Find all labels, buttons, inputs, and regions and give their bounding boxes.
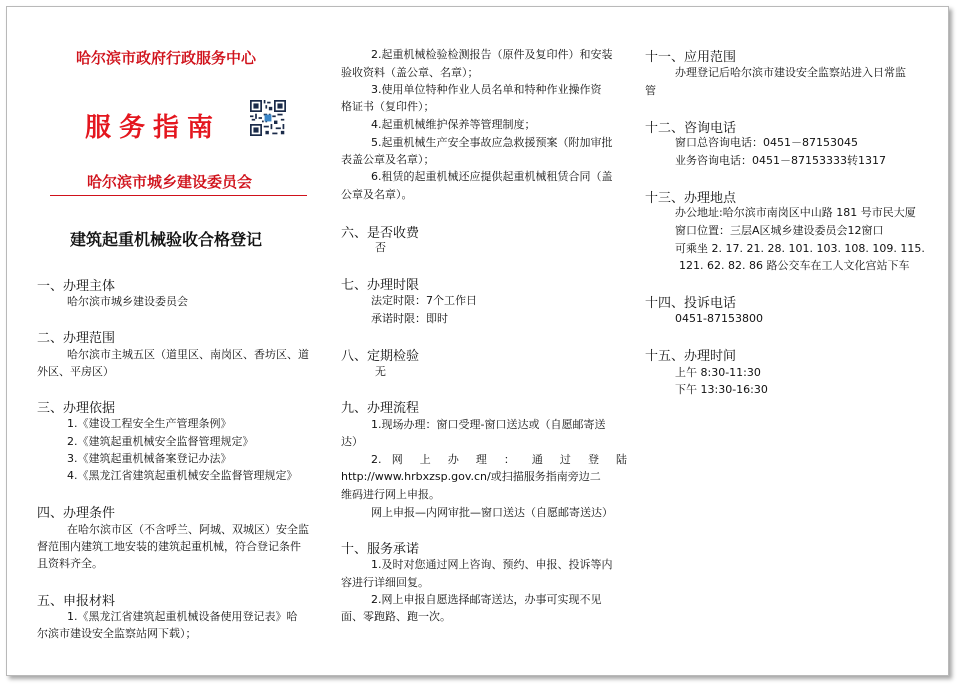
body-text-line: 格证书（复印件）； <box>341 100 435 113</box>
body-text-line: 表盖公章及名章）； <box>341 153 435 166</box>
section-heading: 十二、咨询电话 <box>645 121 737 136</box>
body-text-line: 1.《黑龙江省建筑起重机械设备使用登记表》哈 <box>67 610 298 623</box>
body-text-line: 在哈尔滨市区（不含呼兰、阿城、双城区）安全监 <box>67 523 309 536</box>
body-text-line: 窗口位置：三层A区城乡建设委员会12窗口 <box>675 224 884 237</box>
section-heading: 六、是否收费 <box>341 226 420 241</box>
body-text-line: 1.现场办理：窗口受理-窗口送达或（自愿邮寄送 <box>371 418 606 431</box>
body-text-line: 2.网上申报自愿选择邮寄送达，办事可实现不见 <box>371 593 602 606</box>
body-text-line: 下午 13:30-16:30 <box>675 383 768 396</box>
section-heading: 十四、投诉电话 <box>645 296 737 311</box>
section-heading: 十三、办理地点 <box>645 191 737 206</box>
body-text-line: 管 <box>645 84 656 97</box>
org-name-top: 哈尔滨市政府行政服务中心 <box>76 49 257 67</box>
body-text-line: 法定时限：7个工作日 <box>371 294 477 307</box>
body-text-line: 办公地址:哈尔滨市南岗区中山路 181 号市民大厦 <box>675 206 916 219</box>
document-page <box>6 6 949 676</box>
body-text-line: 3.使用单位特种作业人员名单和特种作业操作资 <box>371 83 602 96</box>
section-heading: 五、申报材料 <box>37 594 116 609</box>
body-text-line: 公章及名章）。 <box>341 188 413 201</box>
body-text-line: 哈尔滨市主城五区（道里区、南岗区、香坊区、道 <box>67 348 309 361</box>
header-divider <box>50 195 307 196</box>
body-text-line: 否 <box>375 241 386 254</box>
section-heading: 十、服务承诺 <box>341 542 420 557</box>
body-text-line: 121. 62. 82. 86 路公交车在工人文化宫站下车 <box>679 259 910 272</box>
body-text-line: 承诺时限：即时 <box>371 312 448 325</box>
qr-code-icon <box>250 100 286 136</box>
body-text-line: 维码进行网上申报。 <box>341 488 440 501</box>
org-name-sub: 哈尔滨市城乡建设委员会 <box>87 173 253 191</box>
body-text-line: 0451-87153800 <box>675 312 763 325</box>
section-heading: 七、办理时限 <box>341 278 420 293</box>
body-text-line: 哈尔滨市城乡建设委员会 <box>67 295 188 308</box>
body-text-line: 6.租赁的起重机械还应提供起重机械租赁合同（盖 <box>371 170 613 183</box>
body-text-line: 督范围内建筑工地安装的建筑起重机械，符合登记条件 <box>37 540 301 553</box>
body-text-line: 4.《黑龙江省建筑起重机械安全监督管理规定》 <box>67 469 298 482</box>
section-heading: 四、办理条件 <box>37 506 116 521</box>
body-text-line: 验收资料（盖公章、名章）； <box>341 66 479 79</box>
body-text-line: 4.起重机械维护保养等管理制度； <box>371 118 536 131</box>
body-text-line: http://www.hrbxzsp.gov.cn/或扫描服务指南旁边二 <box>341 470 601 483</box>
section-heading: 八、定期检验 <box>341 349 420 364</box>
body-text-line: 5.起重机械生产安全事故应急救援预案（附加审批 <box>371 136 613 149</box>
body-text-line: 窗口总咨询电话：0451－87153045 <box>675 136 858 149</box>
page-title: 建筑起重机械验收合格登记 <box>70 230 263 249</box>
body-text-line: 业务咨询电话：0451－87153333转1317 <box>675 154 886 167</box>
body-text-line: 上午 8:30-11:30 <box>675 366 761 379</box>
body-text-line: 尔滨市建设安全监察站网下载）； <box>37 627 197 640</box>
body-text-line: 可乘坐 2. 17. 21. 28. 101. 103. 108. 109. 115. <box>675 242 925 255</box>
body-text-line: 1.《建设工程安全生产管理条例》 <box>67 417 232 430</box>
body-text-line: 容进行详细回复。 <box>341 576 429 589</box>
body-text-line: 无 <box>375 365 386 378</box>
section-heading: 十一、应用范围 <box>645 50 737 65</box>
section-heading: 十五、办理时间 <box>645 349 737 364</box>
body-text-line: 2.起重机械检验检测报告（原件及复印件）和安装 <box>371 48 613 61</box>
body-text-line: 办理登记后哈尔滨市建设安全监察站进入日常监 <box>675 66 906 79</box>
body-text-line: 面、零跑路、跑一次。 <box>341 610 451 623</box>
body-text-line: 2.《建筑起重机械安全监督管理规定》 <box>67 435 254 448</box>
section-heading: 九、办理流程 <box>341 401 420 416</box>
body-text-line: 网上申报—内网审批—窗口送达（自愿邮寄送达） <box>371 506 613 519</box>
section-heading: 三、办理依据 <box>37 401 116 416</box>
body-text-line: 达） <box>341 435 363 448</box>
body-text-line: 外区、平房区） <box>37 365 114 378</box>
section-heading: 一、办理主体 <box>37 279 116 294</box>
section-heading: 二、办理范围 <box>37 331 116 346</box>
body-text-line: 2. 网 上 办 理 ： 通 过 登 陆 <box>371 453 627 466</box>
body-text-line: 且资料齐全。 <box>37 557 103 570</box>
body-text-line: 1.及时对您通过网上咨询、预约、申报、投诉等内 <box>371 558 613 571</box>
service-guide-heading: 服务指南 <box>85 113 222 143</box>
body-text-line: 3.《建筑起重机械备案登记办法》 <box>67 452 232 465</box>
